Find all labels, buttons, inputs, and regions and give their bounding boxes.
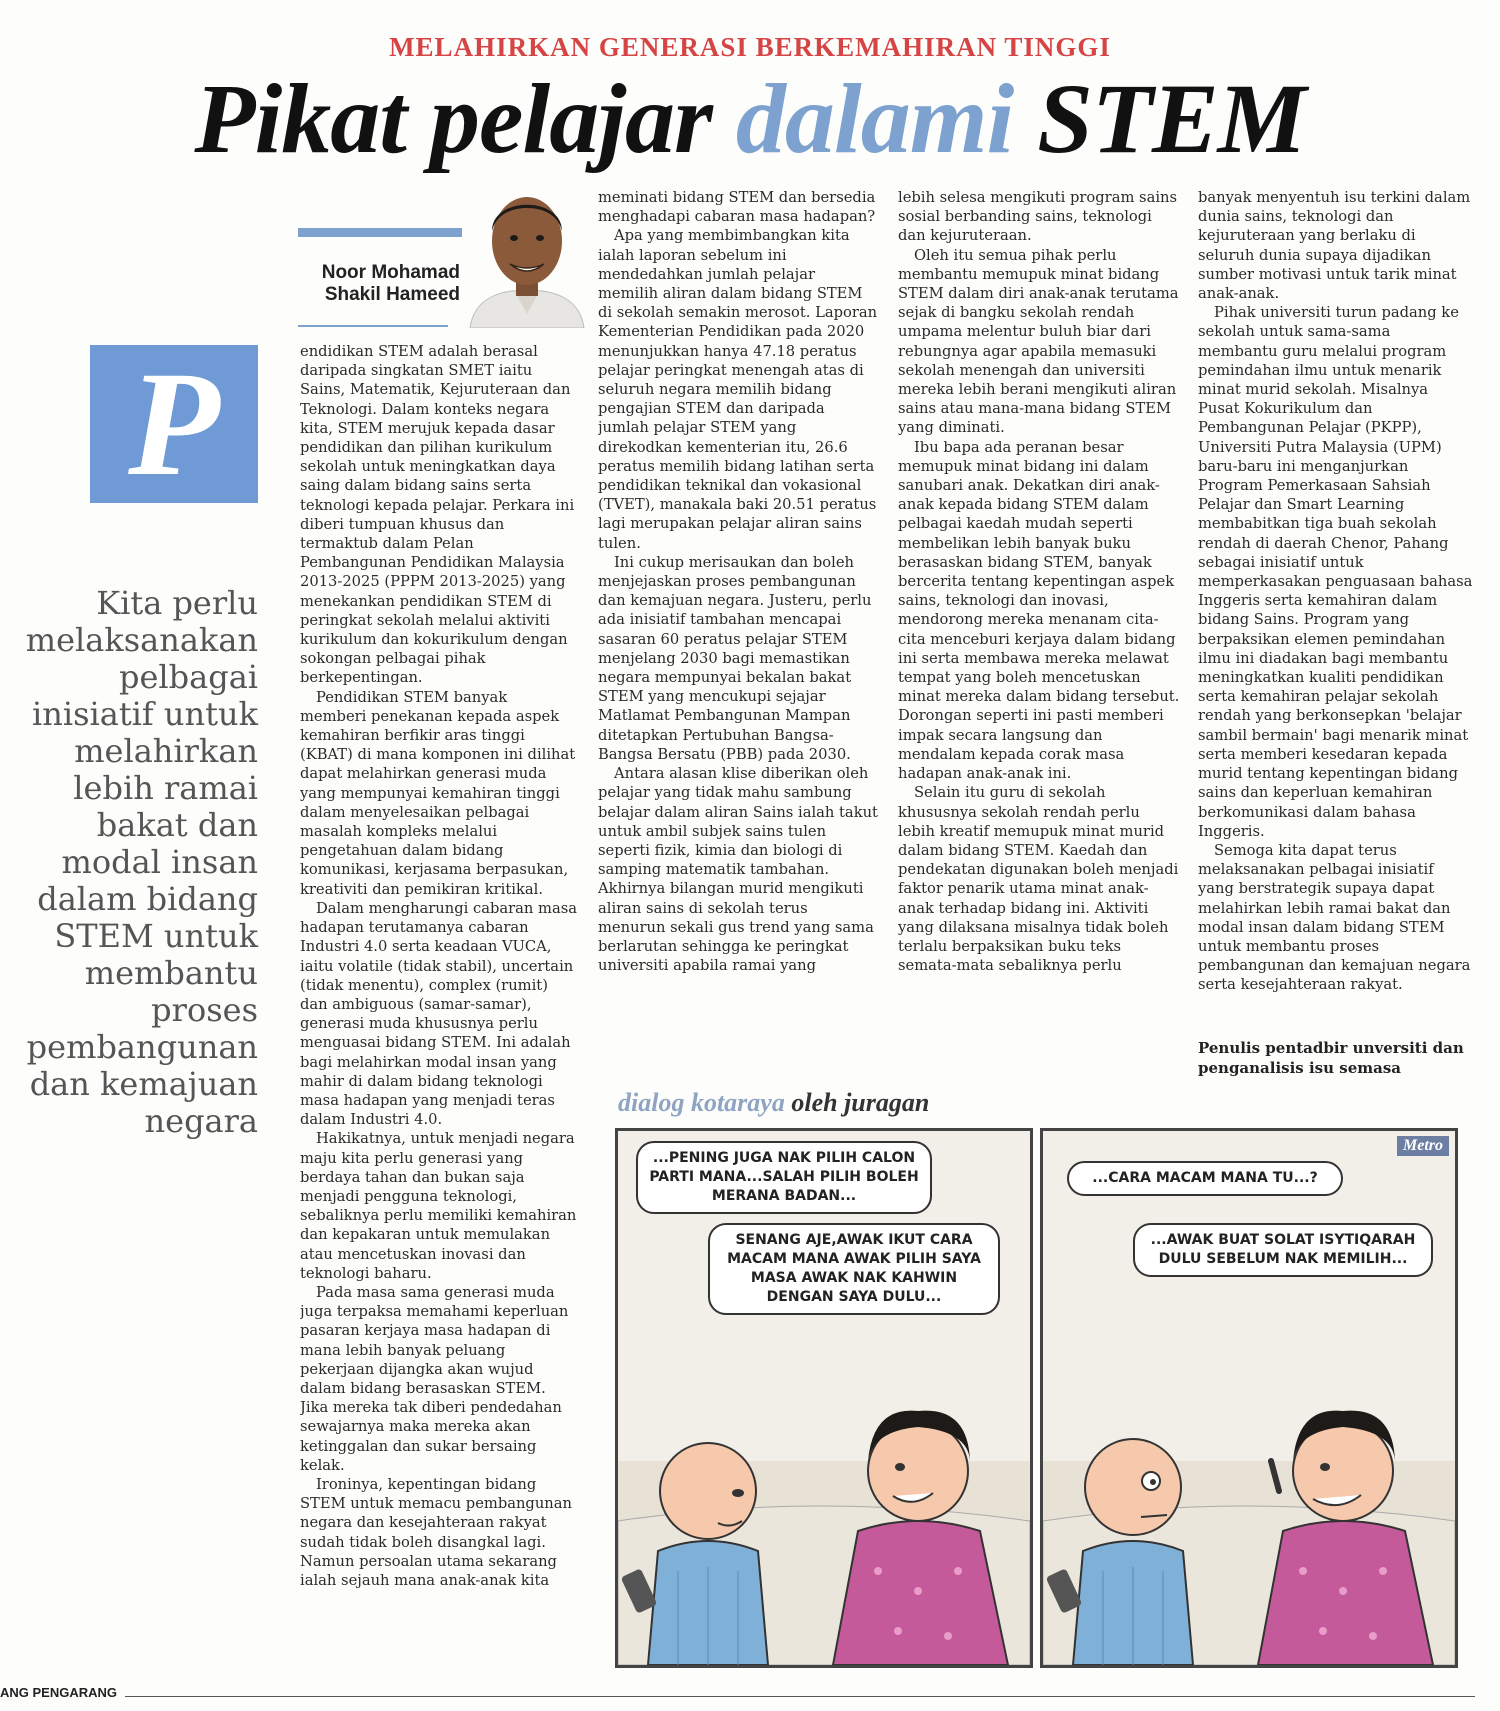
paragraph: banyak menyentuh isu terkini dalam dunia sains, teknologi dan kejuruteraan yang berlaku di seluruh dunia supaya dijadikan sumber motivasi untuk tarik minat anak-anak. — [1198, 189, 1471, 303]
byline — [300, 262, 460, 306]
paragraph: Hakikatnya, untuk menjadi negara maju kita perlu generasi yang berdaya tahan dan bukan saja menjadi pengguna teknologi, sebaliknya perlu memiliki kemahiran dan kepakaran untuk memulakan atau mencetuskan inovasi dan teknologi baharu. — [300, 1130, 577, 1282]
headline-part-3: STEM — [1013, 63, 1306, 174]
article-column-3 — [898, 188, 1180, 1076]
speech-bubble: SENANG AJE,AWAK IKUT CARA MACAM MANA AWAK PILIH SAYA MASA AWAK NAK KAHWIN DENGAN SAYA DULU... — [708, 1223, 1000, 1315]
paragraph: Oleh itu semua pihak perlu membantu memupuk minat bidang STEM dalam diri anak-anak terutama sejak di bangku sekolah rendah umpama melentur buluh biar dari rebungnya agar apabila memasuki sekolah menengah dan universiti mereka lebih berani mengikuti aliran sains atau mana-mana bidang STEM yang diminati. — [898, 246, 1179, 437]
byline-rule-bottom — [298, 325, 448, 327]
comic-panel-2 — [1040, 1128, 1458, 1668]
paragraph: Pihak universiti turun padang ke sekolah untuk sama-sama membantu guru melalui program pemindahan ilmu untuk menarik minat murid sekolah. Misalnya Pusat Kokurikulum dan Pembangunan Pelajar (PKPP), Universiti Putra Malaysia (UPM) baru-baru ini menganjurkan Program Pemerkasaan Sahsiah Pelajar dan Smart Learning membabitkan tiga buah sekolah rendah di daerah Chenor, Pahang sebagai inisiatif untuk memperkasakan penguasaan bahasa Inggeris serta kemahiran dalam bidang Sains. Program yang berpaksikan elemen pemindahan ilmu ini diadakan bagi membantu meningkatkan kualiti pendidikan serta kemahiran pelajar sekolah rendah yang berkonsepkan 'belajar sambil bermain' bagi menarik minat serta memberi kesedaran kepada murid tentang kepentingan bidang sains dan keperluan kemahiran berkomunikasi dalam bahasa Inggeris. — [1198, 304, 1473, 840]
speech-bubble: ...PENING JUGA NAK PILIH CALON PARTI MANA...SALAH PILIH BOLEH MERANA BADAN... — [636, 1141, 932, 1214]
speech-bubble: ...CARA MACAM MANA TU...? — [1067, 1161, 1343, 1196]
comic-panel-1 — [615, 1128, 1033, 1668]
author-photo — [462, 186, 592, 328]
paragraph: Ibu bapa ada peranan besar memupuk minat bidang ini dalam sanubari anak. Dekatkan diri anak-anak kepada bidang STEM dalam pelbagai kaedah mudah seperti membelikan lebih banyak buku berasaskan bidang STEM, banyak bercerita tentang kepentingan aspek sains, teknologi dan inovasi, mendorong mereka menanam cita-cita menceburi kerjaya dalam bidang ini serta membawa mereka melawat tempat yang boleh mencetuskan minat mereka dalam bidang tersebut. Dorongan seperti ini pasti memberi impak secara langsung dan mendalam kepada corak masa hadapan anak-anak ini. — [898, 438, 1180, 783]
kicker: MELAHIRKAN GENERASI BERKEMAHIRAN TINGGI — [389, 32, 1111, 62]
headline-part-1: Pikat pelajar — [194, 63, 736, 174]
paragraph: Ironinya, kepentingan bidang STEM untuk memacu pembangunan negara dan kesejahteraan rakyat sudah tidak boleh disangkal lagi. Namun persoalan utama sekarang ialah sejauh mana anak-anak kita — [300, 1475, 572, 1589]
author-name-line2: Shakil Hameed — [324, 284, 460, 305]
paragraph: endidikan STEM adalah berasal daripada singkatan SMET iaitu Sains, Matematik, Kejuruteraan dan Teknologi. Dalam konteks negara kita, STEM merujuk kepada dasar pendidikan dan pilihan kurikulum sekolah untuk meningkatkan daya saing dalam bidang sains serta teknologi kepada pelajar. Perkara ini diberi tumpuan khusus dan termaktub dalam Pelan Pembangunan Pendidikan Malaysia 2013-2025 (PPPM 2013-2025) yang menekankan pendidikan STEM di peringkat sekolah melalui aktiviti kurikulum dan kokurikulum dengan sokongan pelbagai pihak berkepentingan. — [300, 343, 575, 687]
paragraph: Antara alasan klise diberikan oleh pelajar yang tidak mahu sambung belajar dalam aliran Sains ialah takut untuk ambil subjek sains tulen seperti fizik, kimia dan biologi di samping matematik tambahan. Akhirnya bilangan murid mengikuti aliran sains di sekolah terus menurun sekali gus trend yang sama berlarutan sehingga ke peringkat universiti apabila ramai yang — [598, 765, 878, 975]
comic-series-name: dialog kotaraya — [618, 1088, 785, 1117]
writer-note: Penulis pentadbir unversiti dan penganalisis isu semasa — [1198, 1039, 1464, 1077]
headline — [0, 64, 1500, 174]
author-name-line1: Noor Mohamad — [321, 262, 460, 283]
article-column-1 — [300, 342, 578, 1680]
speech-bubble: ...AWAK BUAT SOLAT ISYTIQARAH DULU SEBELUM NAK MEMILIH... — [1133, 1223, 1433, 1277]
headline-accent: dalami — [735, 63, 1014, 174]
paragraph: Semoga kita dapat terus melaksanakan pelbagai inisiatif yang berstrategik supaya dapat melahirkan lebih ramai bakat dan modal insan dalam bidang STEM untuk membantu proses pembangunan dan kemajuan negara serta kesejahteraan rakyat. — [1198, 841, 1471, 994]
paragraph: meminati bidang STEM dan bersedia menghadapi cabaran masa hadapan? — [598, 189, 876, 226]
paragraph: Ini cukup merisaukan dan boleh menjejaskan proses pembangunan dan kemajuan negara. Justeru, perlu ada inisiatif tambahan mencapai sasaran 60 peratus pelajar STEM menjelang 2030 bagi memastikan negara mempunyai bekalan bakat STEM yang mencukupi sejajar Matlamat Pembangunan Mampan ditetapkan Pertubuhan Bangsa-Bangsa Bersatu (PBB) pada 2030. — [598, 553, 872, 763]
comic-scene-2 — [1043, 1131, 1455, 1665]
comic-title — [618, 1088, 929, 1118]
drop-cap: P — [90, 345, 258, 503]
paragraph: Pendidikan STEM banyak memberi penekanan kepada aspek kemahiran berfikir aras tinggi (KBAT) di mana komponen ini dilihat dapat melahirkan generasi muda yang mempunyai kemahiran tinggi dalam menyelesaikan pelbagai masalah kompleks melalui pengetahuan dalam bidang komunikasi, kerjasama berpasukan, kreativiti dan pemikiran kritikal. — [300, 688, 576, 898]
paragraph: Pada masa sama generasi muda juga terpaksa memahami keperluan pasaran kerjaya masa hadapan di mana lebih banyak peluang pekerjaan dijangka akan wujud dalam bidang berasaskan STEM. Jika mereka tak diberi pendedahan sewajarnya maka mereka akan ketinggalan dan sukar bersaing kelak. — [300, 1283, 569, 1474]
paragraph: Apa yang membimbangkan kita ialah laporan sebelum ini mendedahkan jumlah pelajar memilih aliran dalam bidang STEM di sekolah semakin merosot. Laporan Kementerian Pendidikan pada 2020 menunjukkan hanya 47.18 peratus pelajar peringkat menengah atas di seluruh negara memilih bidang pengajian STEM dan daripada jumlah pelajar STEM yang direkodkan kementerian itu, 26.6 peratus memilih bidang latihan serta pendidikan teknikal dan vokasional (TVET), manakala baki 20.51 peratus lagi merupakan pelajar aliran sains tulen. — [598, 227, 878, 552]
pull-quote: Kita perlu melaksanakan pelbagai inisiatif untuk melahirkan lebih ramai bakat dan modal insan dalam bidang STEM untuk membantu proses pembangunan dan kemajuan negara — [25, 584, 258, 1140]
footer-rule — [0, 1696, 1475, 1697]
footer-label: ANG PENGARANG — [0, 1685, 125, 1700]
comic-author: oleh juragan — [784, 1088, 930, 1117]
metro-logo: Metro — [1397, 1136, 1449, 1156]
byline-rule-top — [298, 228, 468, 237]
article-column-4 — [1198, 188, 1474, 1038]
paragraph: Selain itu guru di sekolah khususnya sekolah rendah perlu lebih kreatif memupuk minat murid dalam bidang STEM. Kaedah dan pendekatan digunakan boleh menjadi faktor penarik utama minat anak-anak terhadap bidang ini. Aktiviti yang dilaksana misalnya tidak boleh terlalu berpaksikan buku teks semata-mata sebaliknya perlu — [898, 784, 1179, 975]
article-column-2 — [598, 188, 878, 1076]
paragraph: lebih selesa mengikuti program sains sosial berbanding sains, teknologi dan kejuruteraan. — [898, 189, 1178, 245]
paragraph: Dalam mengharungi cabaran masa hadapan terutamanya cabaran Industri 4.0 serta keadaan VUCA, iaitu volatile (tidak stabil), uncertain (tidak menentu), complex (rumit) dan ambiguous (samar-samar), generasi muda khususnya perlu menguasai bidang STEM. Ini adalah bagi melahirkan modal insan yang mahir di dalam bidang teknologi masa hadapan yang menjadi teras dalam Industri 4.0. — [300, 899, 578, 1129]
